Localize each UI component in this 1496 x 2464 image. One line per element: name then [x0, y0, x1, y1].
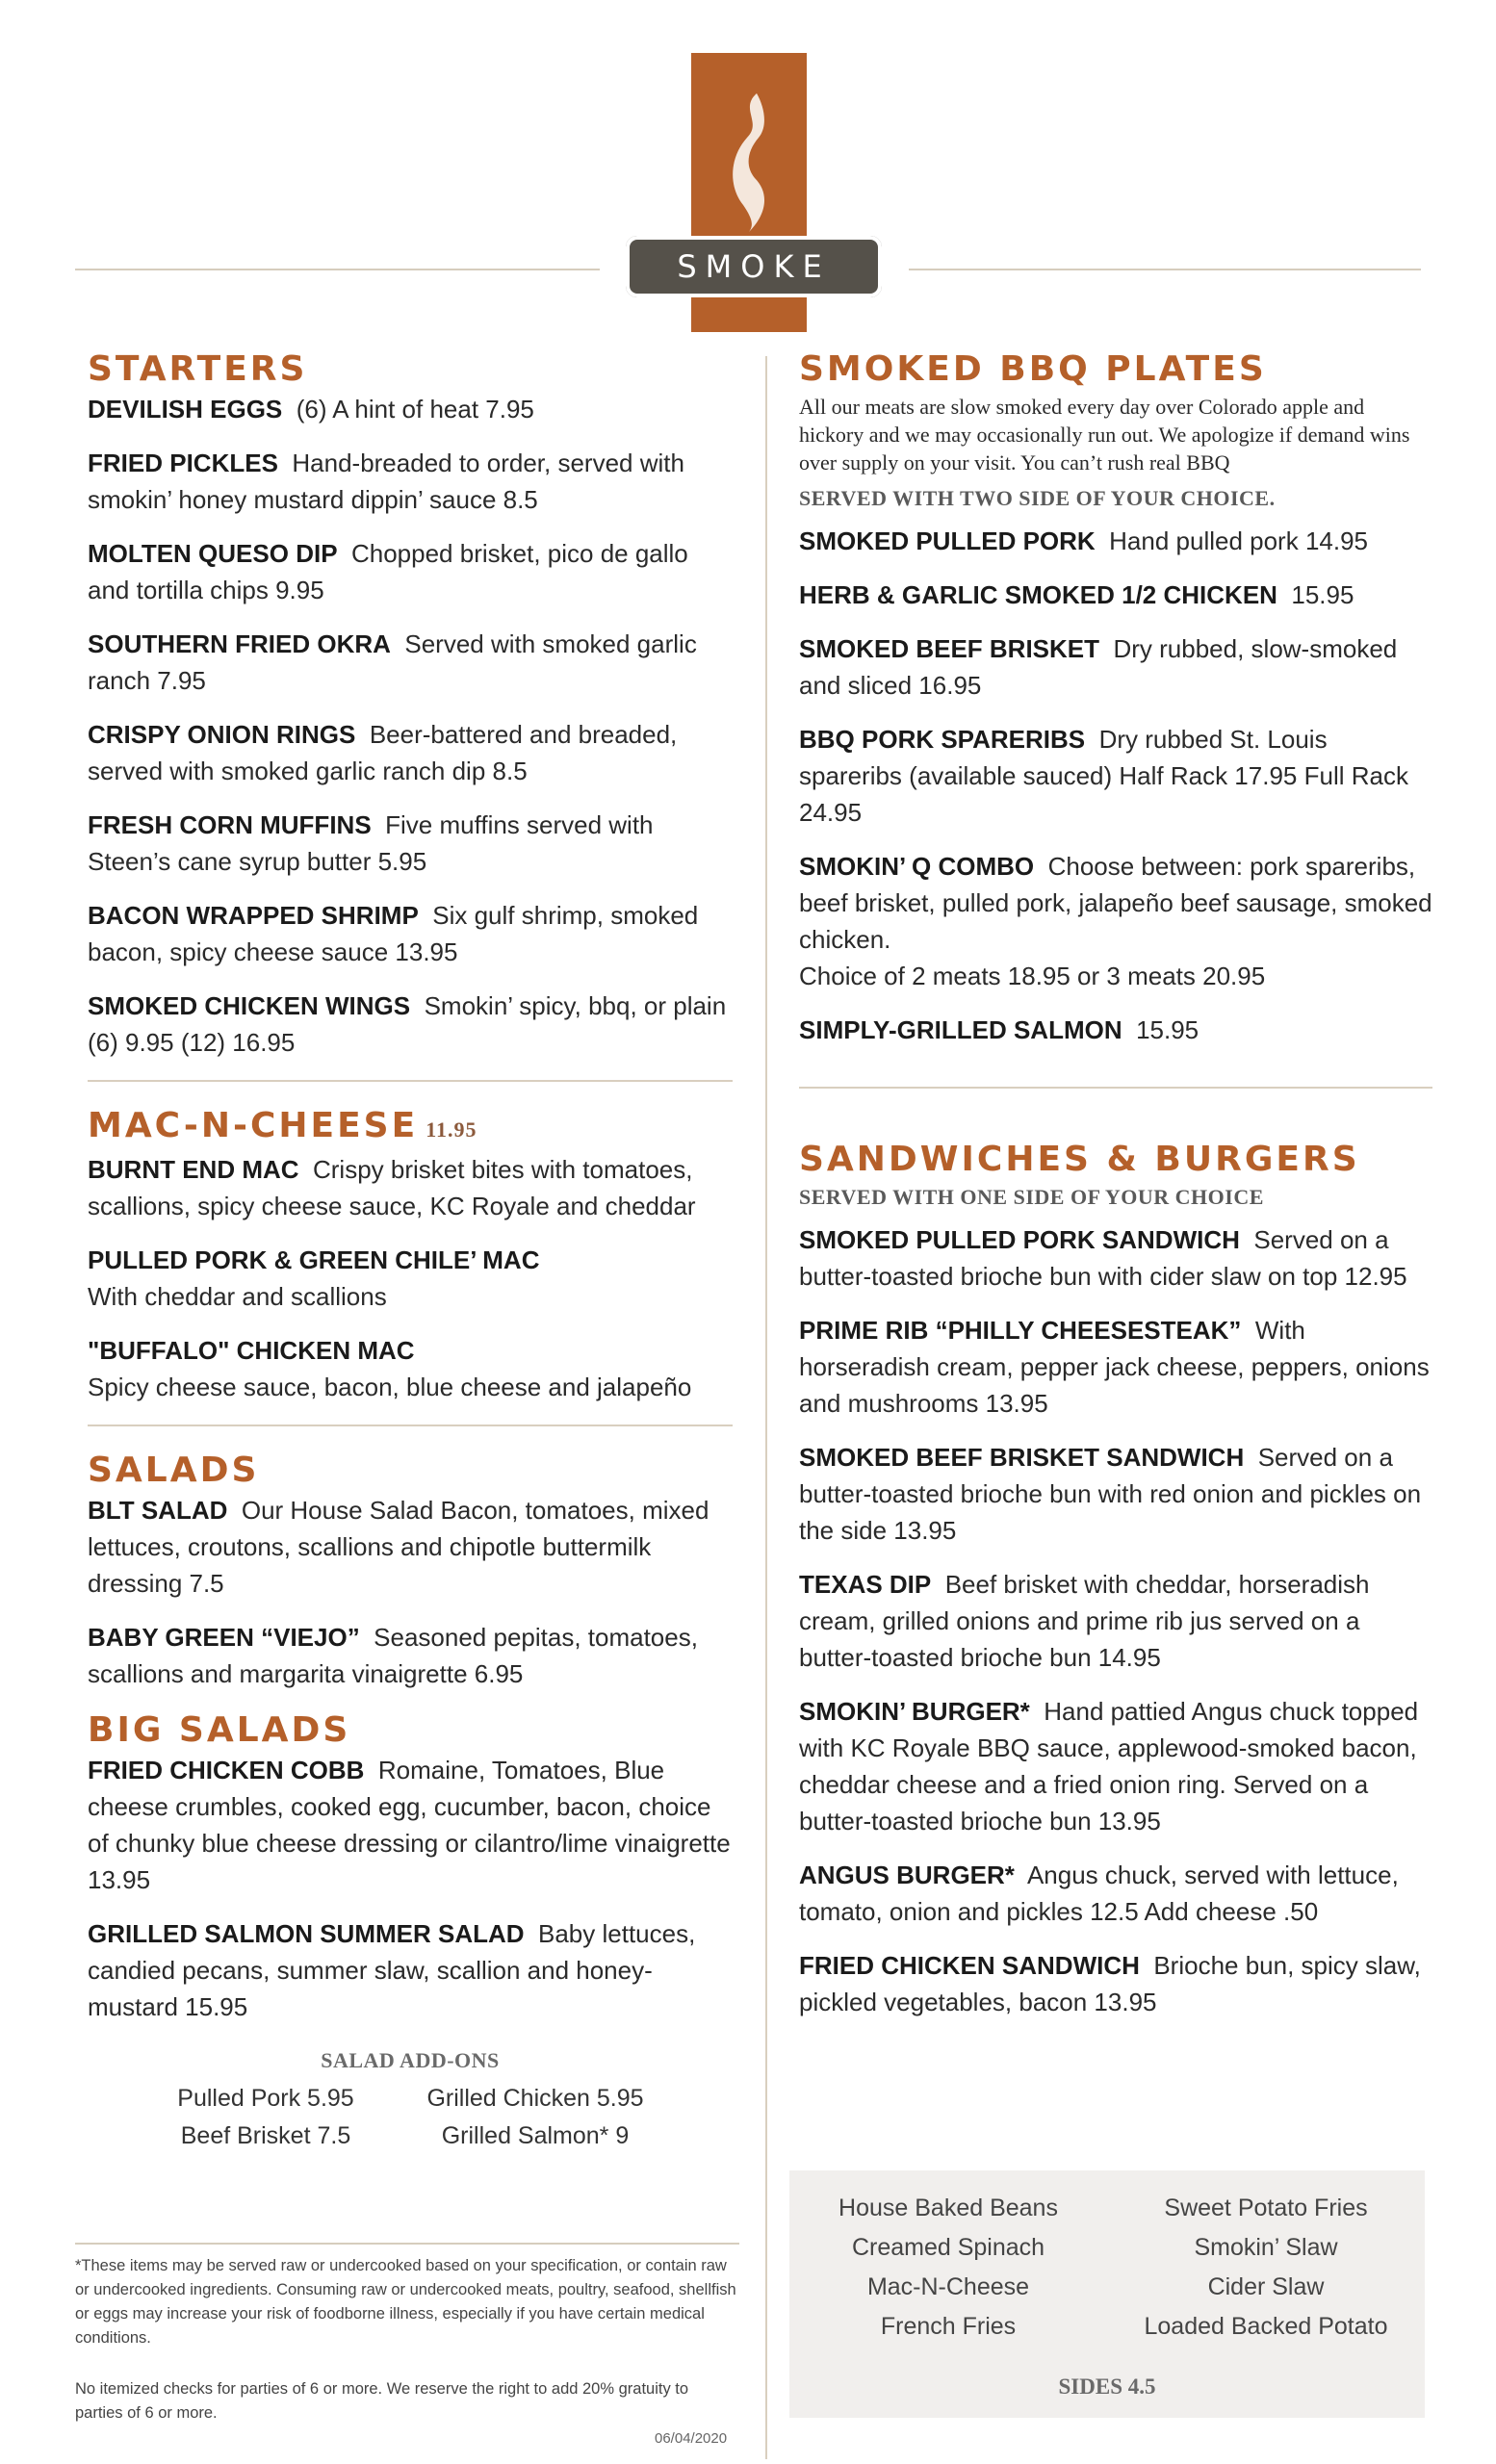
item-desc: Dry rubbed St. Louis spareribs (available sauced) Half Rack 17.95 Full Rack 24.95 — [799, 725, 1408, 827]
salads-title: SALADS — [88, 1450, 260, 1490]
section-divider — [88, 1080, 733, 1082]
item-desc: Beef brisket with cheddar, horseradish cream, grilled onions and prime rib jus served on a butter-toasted brioche bun 14.95 — [799, 1570, 1370, 1672]
menu-item — [88, 716, 733, 789]
item-name: FRIED CHICKEN COBB — [88, 1756, 365, 1784]
menu-item — [88, 1242, 733, 1315]
item-name: "BUFFALO" CHICKEN MAC — [88, 1336, 415, 1365]
sides-price: SIDES 4.5 — [1058, 2374, 1156, 2399]
menu-item — [88, 535, 733, 608]
column-divider — [765, 356, 767, 2459]
salad-addons-title: SALAD ADD-ONS — [321, 2048, 500, 2072]
sandwiches-title: SANDWICHES & BURGERS — [799, 1140, 1360, 1179]
logo-plate — [626, 236, 882, 297]
item-desc: Seasoned pepitas, tomatoes, scallions and margarita vinaigrette 6.95 — [88, 1623, 698, 1688]
side-item: French Fries — [880, 2313, 1017, 2340]
addon-item: Grilled Chicken 5.95 — [426, 2085, 644, 2112]
menu-item — [799, 1857, 1432, 1930]
smoke-swirl-icon — [720, 90, 778, 234]
starters-title: STARTERS — [88, 349, 308, 389]
item-desc: Six gulf shrimp, smoked bacon, spicy cheese sauce 13.95 — [88, 901, 699, 966]
item-name: BABY GREEN “VIEJO” — [88, 1623, 360, 1652]
item-name: MOLTEN QUESO DIP — [88, 539, 338, 568]
addon-item: Pulled Pork 5.95 — [177, 2085, 354, 2112]
section-divider — [88, 1424, 733, 1426]
footnote-rule — [75, 2243, 739, 2245]
left-column — [88, 348, 733, 2150]
gratuity-note: No itemized checks for parties of 6 or more. We reserve the right to add 20% gratuity to parties of 6 or more. — [75, 2380, 689, 2422]
menu-item — [88, 1492, 733, 1602]
item-extra: Choice of 2 meats 18.95 or 3 meats 20.95 — [799, 962, 1266, 990]
item-name: SMOKED PULLED PORK SANDWICH — [799, 1225, 1240, 1254]
raw-food-warning: *These items may be served raw or undercooked based on your specification, or contain raw or undercooked ingredients. Consuming raw or undercooked meats, poultry, seafood, shellfish or eggs may increase your risk of foodborne illness, especially if you have certain medical conditions. — [75, 2257, 736, 2347]
menu-item — [88, 988, 733, 1061]
menu-item — [88, 1619, 733, 1692]
big-salads-list — [88, 1752, 733, 2025]
item-desc: Spicy cheese sauce, bacon, blue cheese and jalapeño — [88, 1373, 692, 1401]
side-item: Mac-N-Cheese — [866, 2273, 1030, 2300]
item-desc: Beer-battered and breaded, served with smoked garlic ranch dip 8.5 — [88, 720, 678, 785]
sides-grid — [789, 2194, 1425, 2341]
menu-item — [88, 1151, 733, 1224]
menu-item — [799, 577, 1432, 613]
item-name: HERB & GARLIC SMOKED 1/2 CHICKEN — [799, 580, 1277, 609]
item-desc: Hand pattied Angus chuck topped with KC Royale BBQ sauce, applewood-smoked bacon, cheddar cheese and a fried onion ring. Served on a butter-toasted brioche bun 13.95 — [799, 1697, 1419, 1835]
addon-item: Grilled Salmon* 9 — [441, 2122, 630, 2149]
item-name: SMOKIN’ BURGER* — [799, 1697, 1030, 1726]
sides-box — [789, 2170, 1425, 2418]
menu-item — [88, 445, 733, 518]
menu-date: 06/04/2020 — [655, 2430, 728, 2447]
menu-item — [799, 848, 1432, 994]
menu-item — [799, 1947, 1432, 2020]
item-name: SMOKED PULLED PORK — [799, 526, 1096, 555]
right-column — [799, 348, 1432, 2038]
item-desc: Dry rubbed, slow-smoked and sliced 16.95 — [799, 634, 1398, 700]
item-name: SIMPLY-GRILLED SALMON — [799, 1015, 1122, 1044]
item-name: PRIME RIB “PHILLY CHEESESTEAK” — [799, 1316, 1242, 1345]
item-desc: Crispy brisket bites with tomatoes, scallions, spicy cheese sauce, KC Royale and cheddar — [88, 1155, 696, 1220]
item-desc: Baby lettuces, candied pecans, summer slaw, scallion and honey-mustard 15.95 — [88, 1919, 696, 2021]
item-name: SMOKED BEEF BRISKET — [799, 634, 1100, 663]
side-item: House Baked Beans — [838, 2194, 1058, 2221]
mac-price: 11.95 — [426, 1117, 477, 1142]
menu-item — [799, 721, 1432, 831]
item-desc: Smokin’ spicy, bbq, or plain (6) 9.95 (12) 16.95 — [88, 991, 727, 1057]
addon-item: Beef Brisket 7.5 — [180, 2122, 351, 2149]
item-name: BLT SALAD — [88, 1496, 228, 1525]
menu-item — [799, 1312, 1432, 1422]
item-desc: Served on a butter-toasted brioche bun with cider slaw on top 12.95 — [799, 1225, 1407, 1291]
menu-item — [799, 1693, 1432, 1839]
menu-item — [88, 897, 733, 970]
item-name: SOUTHERN FRIED OKRA — [88, 629, 391, 658]
starters-list — [88, 391, 733, 1061]
big-salads-title: BIG SALADS — [88, 1710, 351, 1750]
item-desc: Served on a butter-toasted brioche bun with red onion and pickles on the side 13.95 — [799, 1443, 1422, 1545]
side-item: Smokin’ Slaw — [1194, 2234, 1338, 2261]
menu-item — [88, 626, 733, 699]
item-desc: 15.95 — [1136, 1015, 1199, 1044]
menu-item — [799, 523, 1432, 559]
item-name: SMOKED BEEF BRISKET SANDWICH — [799, 1443, 1245, 1472]
item-name: SMOKED CHICKEN WINGS — [88, 991, 411, 1020]
item-name: GRILLED SALMON SUMMER SALAD — [88, 1919, 525, 1948]
menu-item — [799, 1012, 1432, 1048]
side-item: Creamed Spinach — [851, 2234, 1045, 2261]
side-item: Sweet Potato Fries — [1164, 2194, 1368, 2221]
header-rule-left — [75, 269, 600, 270]
mac-list — [88, 1151, 733, 1405]
item-name: DEVILISH EGGS — [88, 395, 283, 424]
item-desc: Chopped brisket, pico de gallo and tortilla chips 9.95 — [88, 539, 688, 604]
sandwiches-list — [799, 1221, 1432, 2020]
item-desc: Romaine, Tomatoes, Blue cheese crumbles, cooked egg, cucumber, bacon, choice of chunky blue cheese dressing or cilantro/lime vinaigrette 13.95 — [88, 1756, 731, 1894]
section-divider — [799, 1087, 1432, 1089]
item-desc: Choose between: pork spareribs, beef brisket, pulled pork, jalapeño beef sausage, smoked chicken. — [799, 852, 1432, 954]
menu-item — [88, 807, 733, 880]
menu-item — [88, 1332, 733, 1405]
menu-item — [88, 391, 733, 427]
item-desc: With horseradish cream, pepper jack cheese, peppers, onions and mushrooms 13.95 — [799, 1316, 1430, 1418]
item-name: PULLED PORK & GREEN CHILE’ MAC — [88, 1245, 540, 1274]
item-desc: 15.95 — [1291, 580, 1354, 609]
item-name: CRISPY ONION RINGS — [88, 720, 356, 749]
item-name: FRESH CORN MUFFINS — [88, 810, 372, 839]
item-desc: Angus chuck, served with lettuce, tomato, onion and pickles 12.5 Add cheese .50 — [799, 1861, 1399, 1926]
menu-item — [88, 1752, 733, 1898]
side-item: Loaded Backed Potato — [1144, 2313, 1388, 2340]
bbq-title: SMOKED BBQ PLATES — [799, 349, 1267, 389]
item-desc: Five muffins served with Steen’s cane syrup butter 5.95 — [88, 810, 654, 876]
item-name: TEXAS DIP — [799, 1570, 932, 1599]
item-desc: Brioche bun, spicy slaw, pickled vegetables, bacon 13.95 — [799, 1951, 1421, 2016]
side-item: Cider Slaw — [1207, 2273, 1325, 2300]
menu-item — [799, 630, 1432, 704]
item-desc: (6) A hint of heat 7.95 — [296, 395, 534, 424]
menu-item — [88, 1915, 733, 2025]
salads-list — [88, 1492, 733, 1692]
item-desc: Hand-breaded to order, served with smokin’ honey mustard dippin’ sauce 8.5 — [88, 449, 684, 514]
brand-name: SMOKE — [677, 248, 831, 285]
menu-item — [799, 1221, 1432, 1295]
item-desc: Served with smoked garlic ranch 7.95 — [88, 629, 697, 695]
item-desc: Our House Salad Bacon, tomatoes, mixed lettuces, croutons, scallions and chipotle buttermilk dressing 7.5 — [88, 1496, 709, 1598]
item-name: BURNT END MAC — [88, 1155, 299, 1184]
bbq-subheading: SERVED WITH TWO SIDE OF YOUR CHOICE. — [799, 486, 1276, 510]
menu-item — [799, 1566, 1432, 1676]
item-name: FRIED CHICKEN SANDWICH — [799, 1951, 1140, 1980]
item-desc: With cheddar and scallions — [88, 1282, 387, 1311]
sandwiches-subheading: SERVED WITH ONE SIDE OF YOUR CHOICE — [799, 1185, 1264, 1209]
item-desc: Hand pulled pork 14.95 — [1109, 526, 1369, 555]
item-name: BACON WRAPPED SHRIMP — [88, 901, 419, 930]
menu-item — [799, 1439, 1432, 1549]
mac-title-text: MAC-N-CHEESE — [88, 1106, 419, 1145]
item-name: SMOKIN’ Q COMBO — [799, 852, 1035, 881]
item-name: FRIED PICKLES — [88, 449, 278, 477]
item-name: BBQ PORK SPARERIBS — [799, 725, 1086, 754]
item-name: ANGUS BURGER* — [799, 1861, 1015, 1889]
header-rule-right — [909, 269, 1421, 270]
bbq-list — [799, 523, 1432, 1048]
bbq-intro: All our meats are slow smoked every day over Colorado apple and hickory and we may occasionally run out. We apologize if demand wins over supply on your visit. You can’t rush real BBQ — [799, 395, 1410, 475]
mac-title — [88, 1105, 733, 1151]
salad-addons-grid — [131, 2085, 670, 2150]
